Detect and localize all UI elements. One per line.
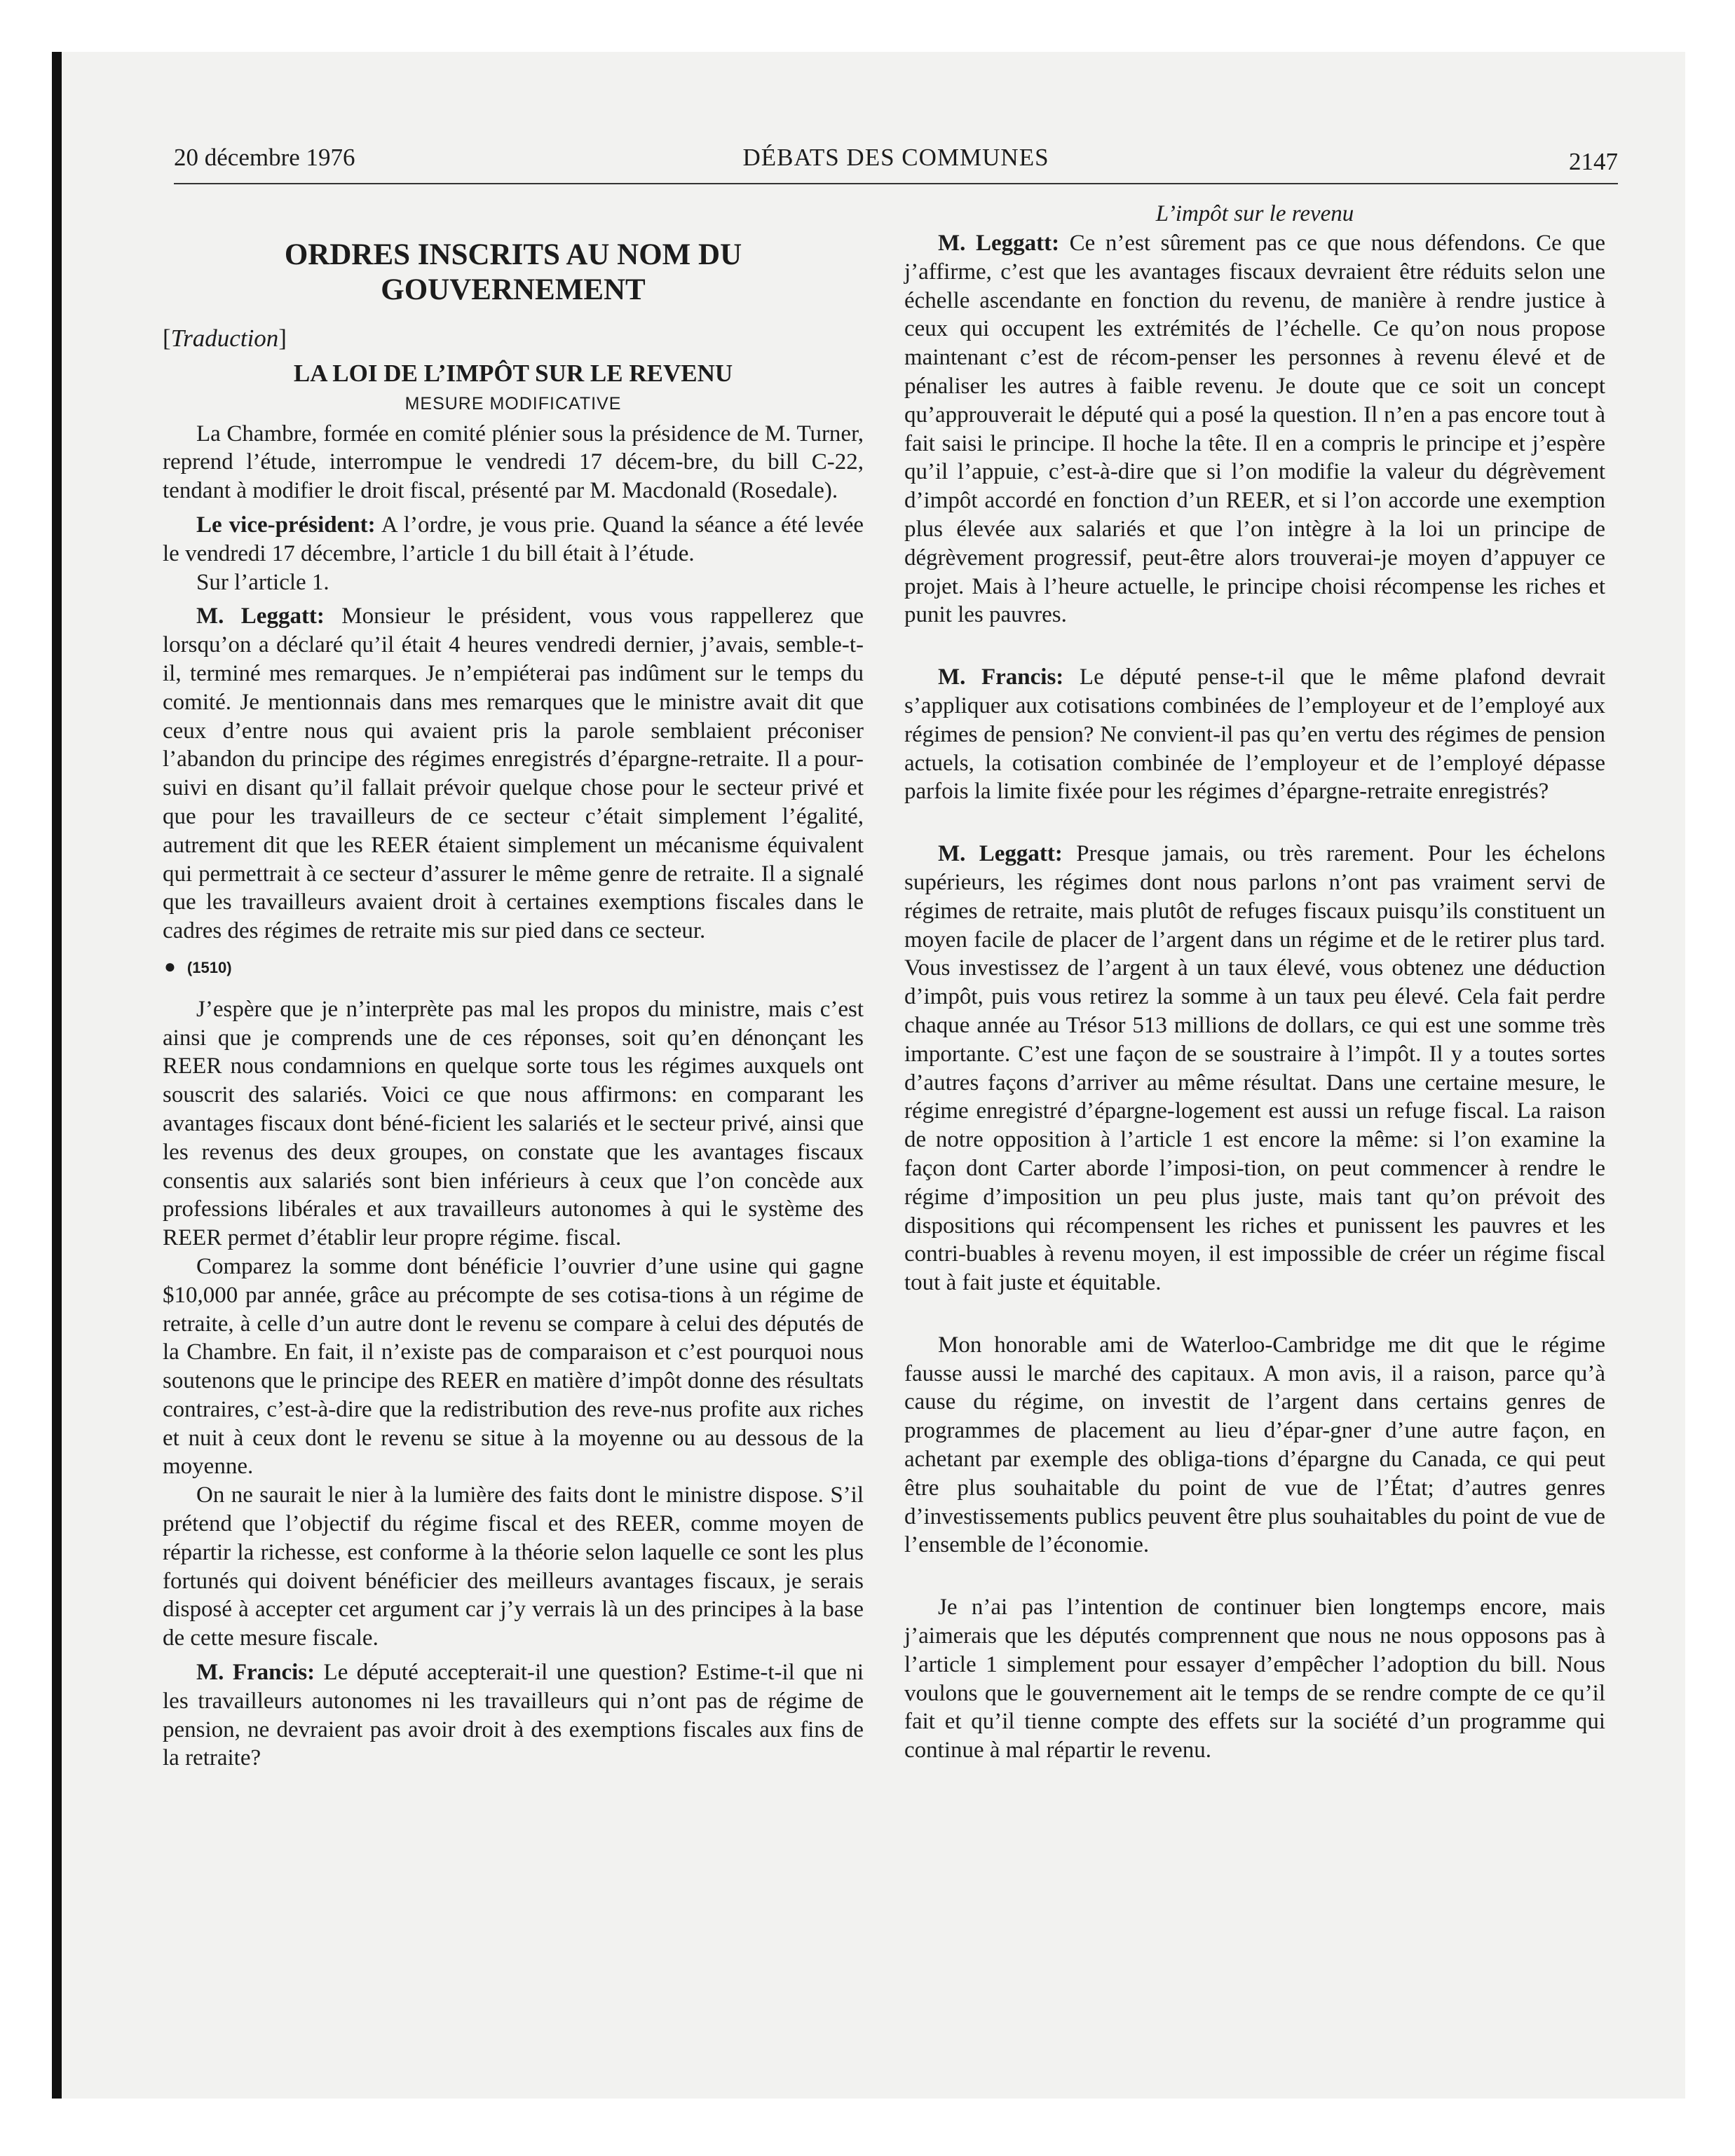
speaker-name: M. Francis: [196, 1660, 315, 1686]
paragraph: Mon honorable ami de Waterloo-Cambridge me dit que le régime fausse aussi le marché des capitaux. A mon avis, il a raison, parce qu’à cause du régime, on investit de l’argent dans certains genres de programmes de placement au lieu d’épar-gner d’une autre façon, en achetant par exemple des obliga-tions d’épargne du Canada, ce qui peut être plus souhaitable du point de vue de l’État; d’autres genres d’investissements publics peuvent être plus souhaitables du point de vue de l’ensemble de l’économie. [904, 1332, 1605, 1558]
speech-text: Presque jamais, ou très rarement. Pour les échelons supérieurs, les régimes dont nous parlons n’ont pas vraiment servi de régimes de retraite, mais plutôt de refuges fiscaux puisqu’ils constituent un moyen facile de placer de l’argent dans un régime et de le retirer plus tard. Vous investissez de l’argent à un taux élevé, vous obtenez une déduction d’impôt, puis vous retirez la somme à un taux peu élevé. Cela fait perdre chaque année au Trésor 513 millions de dollars, ce qui est une somme très importante. C’est une façon de se soustraire à l’impôt. Il y a toutes sortes d’autres façons d’arriver au même résultat. Dans une certaine mesure, le régime enregistré d’épargne-logement est aussi un refuge fiscal. La raison de notre opposition à l’article 1 est encore la même: si l’on examine la façon dont Carter aborde l’imposi-tion, on peut commencer à rendre le régime d’imposition un peu plus juste, mais tant qu’on prévoit des dispositions qui récompensent les riches et punissent les pauvres et les contri-buables à revenu moyen, il est impossible de créer un régime fiscal tout à fait juste et équitable. [904, 841, 1605, 1296]
speech-text: Le député pense-t-il que le même plafond devrait s’appliquer aux cotisations combinées de l’employeur et de l’employé aux régimes de pension? Ne convient-il pas qu’en vertu des régimes de pension actuels, la cotisation combinée de l’employeur et de l’employé dépasse parfois la limite fixée pour les régimes d’épargne-retraite enregistrés? [904, 664, 1606, 805]
translation-label: Traduction [170, 325, 279, 352]
speech-text: Ce n’est sûrement pas ce que nous défendons. Ce que j’affirme, c’est que les avantages fiscaux devraient être réduits selon une échelle ascendante en fonction du revenu, de manière à rendre justice à ceux qui occupent les extrémités de l’échelle. Ce qu’on nous propose maintenant c’est de récom-penser les personnes à revenu élevé et de pénaliser les autres à faible revenu. Je doute que ce soit un concept qu’approuverait le député qui a posé la question. Il n’en a pas encore tout à fait saisi le principe. Il hoche la tête. Il en a compris le principe et j’espère qu’il l’appuie, c’est-à-dire que si l’on modifie la valeur du dégrèvement d’impôt accordé en fonction d’un REER, et si l’on accorde une exemption plus élevée aux salariés et que l’on intègre à la loi un principe de dégrèvement progressif, peut-être alors trouverai-je moyen d’appuyer ce projet. Mais à l’heure actuelle, le principe choisi récompense les riches et punit les pauvres. [904, 231, 1605, 628]
speaker-name: M. Francis: [938, 664, 1064, 690]
paragraph: Sur l’article 1. [196, 569, 329, 595]
speech-text: Monsieur le président, vous vous rappellerez que lorsqu’on a déclaré qu’il était 4 heures vendredi dernier, j’avais, semble-t-il, terminé mes remarques. Je n’empiéterai pas indûment sur le temps du comité. Je mentionnais dans mes remarques que le ministre avait dit que ceux d’entre nous qui avaient pris la parole semblaient préconiser l’abandon du principe des régimes enregistrés d’épargne-retraite. Il a pour-suivi en disant qu’il fallait prévoir quelque chose pour le secteur privé et que pour les travailleurs de ce secteur c’était simplement l’égalité, autrement dit que les REER étaient simplement un mécanisme équivalent qui permettrait à ce secteur d’assurer le même genre de retraite. Il a signalé que les travailleurs avaient droit à certaines exemptions fiscales dans le cadres des régimes de retraite mis sur pied dans ce secteur. [163, 603, 864, 944]
speaker-name: Le vice-président: [196, 512, 376, 538]
speaker-name: M. Leggatt: [938, 841, 1063, 867]
paragraph: On ne saurait le nier à la lumière des faits dont le ministre dispose. S’il prétend que l’objectif du régime fiscal et des REER, comme moyen de répartir la richesse, est conforme à la théorie selon laquelle ce sont les plus fortunés qui doivent bénéficier des meilleurs avantages fiscaux, je serais disposé à accepter cet argument car j’y verrais là un des principes à la base de cette mesure fiscale. [163, 1482, 864, 1651]
speaker-name: M. Leggatt: [196, 603, 325, 629]
paragraph: Je n’ai pas l’intention de continuer bien longtemps encore, mais j’aimerais que les députés comprennent que nous ne nous opposons pas à l’article 1 simplement pour essayer d’empêcher l’adoption du bill. Nous voulons que le gouvernement ait le temps de se rendre compte de ce qu’il fait et qu’il tienne compte des effets sur la société d’un programme qui continue à mal répartir le revenu. [904, 1595, 1605, 1763]
bullet-icon: ● [164, 955, 176, 977]
paragraph [163, 1658, 864, 1773]
paragraph: J’espère que je n’interprète pas mal les propos du ministre, mais c’est ainsi que je comprends une de ces réponses, soit qu’en dénonçant les REER nous condamnions en quelque sorte tous les régimes auxquels ont souscrit des salariés. Voici ce que nous affirmons: en comparant les avantages fiscaux dont béné-ficient les salariés et le secteur privé, ainsi que les revenus des deux groupes, on constate que les avantages fiscaux consentis aux salariés sont bien inférieurs à ceux que l’on concède aux professions libérales et aux travailleurs autonomes à qui le système des REER permet d’établir leur propre régime. fiscal. [163, 996, 864, 1251]
page-header [174, 144, 1618, 184]
section-title [163, 238, 864, 308]
speech-text: A l’ordre, je vous prie. Quand la séance a été levée le vendredi 17 décembre, l’article 1 du bill était à l’étude. [163, 512, 864, 566]
bill-subtitle: MESURE MODIFICATIVE [404, 393, 622, 414]
header-journal: DÉBATS DES COMMUNES [742, 144, 1049, 171]
section-title-line-1: ORDRES INSCRITS AU NOM DU [284, 238, 742, 271]
header-page-number: 2147 [1569, 148, 1618, 175]
paragraph: Comparez la somme dont bénéficie l’ouvrier d’une usine qui gagne $10,000 par année, grâce au précompte de ses cotisa-tions à un régime de retraite, à celle d’un autre dont le revenu se compare à celui des députés de la Chambre. En fait, il n’existe pas de comparaison et c’est pourquoi nous soutenons que le principe des REER en matière d’impôt donne des résultats contraires, c’est-à-dire que la redistribution des reve-nus profite aux riches et nuit à ceux dont le revenu se situe à la moyenne ou au dessous de la moyenne. [163, 1253, 864, 1480]
paragraph [163, 511, 864, 568]
speech-text: Le député accepterait-il une question? Estime-t-il que ni les travailleurs autonomes ni les travailleurs qui n’ont pas de régime de pension, ne devraient pas avoir droit à des exemptions fiscales aux fins de la retraite? [163, 1660, 864, 1771]
left-column [163, 200, 864, 1773]
right-column [904, 200, 1605, 1765]
scan-edge [52, 52, 62, 2099]
time-marker [164, 953, 864, 983]
header-date: 20 décembre 1976 [174, 144, 355, 171]
paragraph [904, 229, 1605, 629]
translation-note: [Traduction] [163, 325, 287, 352]
time-marker-text: (1510) [186, 958, 232, 976]
paragraph: La Chambre, formée en comité plénier sous la présidence de M. Turner, reprend l’étude, interrompue le vendredi 17 décem-bre, du bill C-22, tendant à modifier le droit fiscal, présenté par M. Macdonald (Rosedale). [163, 421, 864, 504]
running-head: L’impôt sur le revenu [1155, 201, 1354, 226]
speaker-name: M. Leggatt: [938, 231, 1060, 256]
bill-title: LA LOI DE L’IMPÔT SUR LE REVENU [293, 359, 733, 387]
section-title-line-2: GOUVERNEMENT [381, 273, 646, 306]
paragraph [163, 602, 864, 946]
paragraph [904, 663, 1605, 806]
paragraph [904, 840, 1605, 1297]
